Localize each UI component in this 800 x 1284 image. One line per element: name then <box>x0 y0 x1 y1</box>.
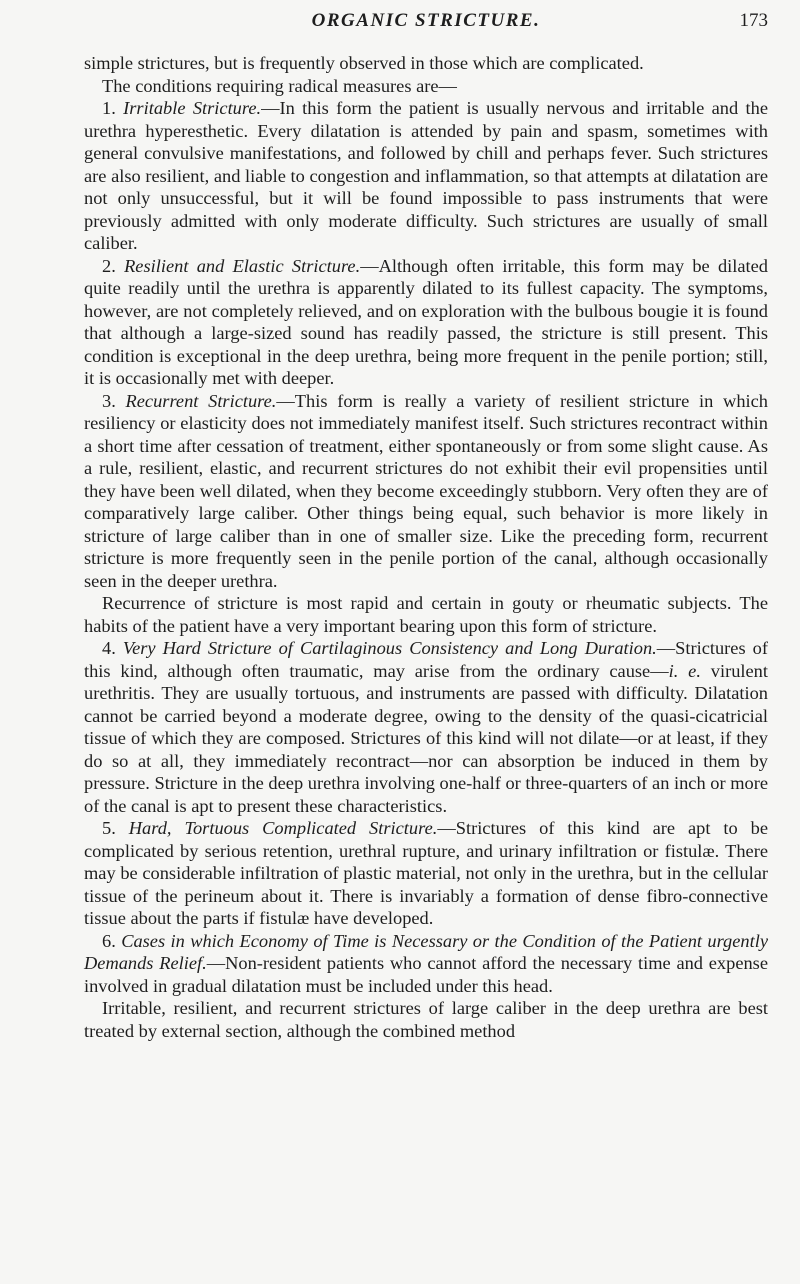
section-heading: Recurrent Stricture. <box>125 390 277 411</box>
paragraph-hard-stricture <box>84 637 768 817</box>
paragraph-text: —Strictures of this kind are apt to be complicated by serious retention, urethral rupture, and urinary infiltration or fistulæ. There may be considerable infiltration of plastic material, not only in the urethra, but in the cellular tissue of the perineum about it. There is invariably a formation of dense fibro-connective tissue about the parts if fistulæ have developed. <box>84 818 769 928</box>
paragraph-text: —Although often irritable, this form may be dilated quite readily until the urethra is apparently dilated to its fullest capacity. The symptoms, however, are not completely relieved, and on exploration with the bulbous bougie it is found that although a large-sized sound has readily passed, the stricture is still present. This condition is exceptional in the deep urethra, being more frequent in the penile portion; still, it is occasionally met with deeper. <box>84 255 768 388</box>
page-header <box>84 10 768 40</box>
paragraph-recurrence <box>84 592 768 637</box>
item-number: 2. <box>102 255 125 276</box>
paragraph-text: Recurrence of stricture is most rapid and certain in gouty or rheumatic subjects. The habits of the patient have a very important bearing upon this form of stricture. <box>84 593 768 636</box>
item-number: 1. <box>102 98 124 118</box>
paragraph-treatment <box>84 997 768 1042</box>
item-number: 6. <box>102 930 122 951</box>
section-heading: Resilient and Elastic Stricture. <box>124 255 361 276</box>
paragraph-text: simple strictures, but is frequently observed in those which are complicated. <box>84 53 644 73</box>
paragraph-continuation <box>84 52 768 75</box>
item-number: 5. <box>102 818 129 838</box>
section-heading: Cases in which Economy of Time is Necessary or the Condition of the Patient urgently Demands Relief. <box>84 930 768 973</box>
paragraph-irritable-stricture <box>84 97 768 255</box>
paragraph-text: The conditions requiring radical measures are— <box>102 75 457 96</box>
paragraph-text: —Strictures of this kind, although often traumatic, may arise from the ordinary cause— <box>84 638 768 681</box>
paragraph-text: virulent urethritis. They are usually tortuous, and instruments are passed with difficulty. Dilatation cannot be carried beyond a moderate degree, owing to the density of the quasi-cicatricial tissue of which they are composed. Strictures of this kind will not dilate—or at least, if they do so at all, they immediately recontract—nor can absorption be induced in them by pressure. Stricture in the deep urethra involving one-half or three-quarters of an inch or more of the canal is apt to present these characteristics. <box>84 660 768 816</box>
paragraph-text: —Non-resident patients who cannot afford the necessary time and expense involved in gradual dilatation must be included under this head. <box>84 953 768 996</box>
abbreviation: i. e. <box>668 660 701 681</box>
paragraph-complicated-stricture <box>84 817 768 930</box>
section-heading: Irritable Stricture. <box>123 98 262 118</box>
paragraph-recurrent-stricture <box>84 390 768 593</box>
page-number: 173 <box>739 10 768 31</box>
item-number: 3. <box>102 390 126 411</box>
paragraph-text: —In this form the patient is usually nervous and irritable and the urethra hyperesthetic. Every dilatation is attended by pain and spasm, sometimes with general convulsive manifestations, and followed by chill and perhaps fever. Such strictures are also resilient, and liable to congestion and inflammation, so that attempts at dilatation are not only unsuccessful, but it will be found impossible to pass instruments that were previously admitted with only moderate difficulty. Such strictures are usually of small caliber. <box>84 98 768 253</box>
item-number: 4. <box>102 638 123 658</box>
paragraph-intro <box>84 75 768 98</box>
section-heading: Very Hard Stricture of Cartilaginous Consistency and Long Duration. <box>122 638 657 658</box>
paragraph-economy-of-time <box>84 930 768 998</box>
paragraph-text: —This form is really a variety of resilient stricture in which resiliency or elasticity does not immediately manifest itself. Such strictures recontract within a short time after cessation of treatment, either spontaneously or from some slight cause. As a rule, resilient, elastic, and recurrent strictures do not exhibit their evil propensities until they have been well dilated, when they become exceedingly stubborn. Very often they are of comparatively large caliber. Other things being equal, such behavior is more likely in stricture of large caliber than in one of smaller size. Like the preceding form, recurrent stricture is more frequently seen in the penile portion of the canal, although occasionally seen in the deeper urethra. <box>84 390 768 591</box>
paragraph-text: Irritable, resilient, and recurrent strictures of large caliber in the deep urethra are best treated by external section, although the combined method <box>84 998 768 1041</box>
section-heading: Hard, Tortuous Complicated Stricture. <box>128 818 438 838</box>
paragraph-resilient-stricture <box>84 255 768 390</box>
running-title: ORGANIC STRICTURE. <box>311 10 541 31</box>
body-text <box>84 52 768 1042</box>
